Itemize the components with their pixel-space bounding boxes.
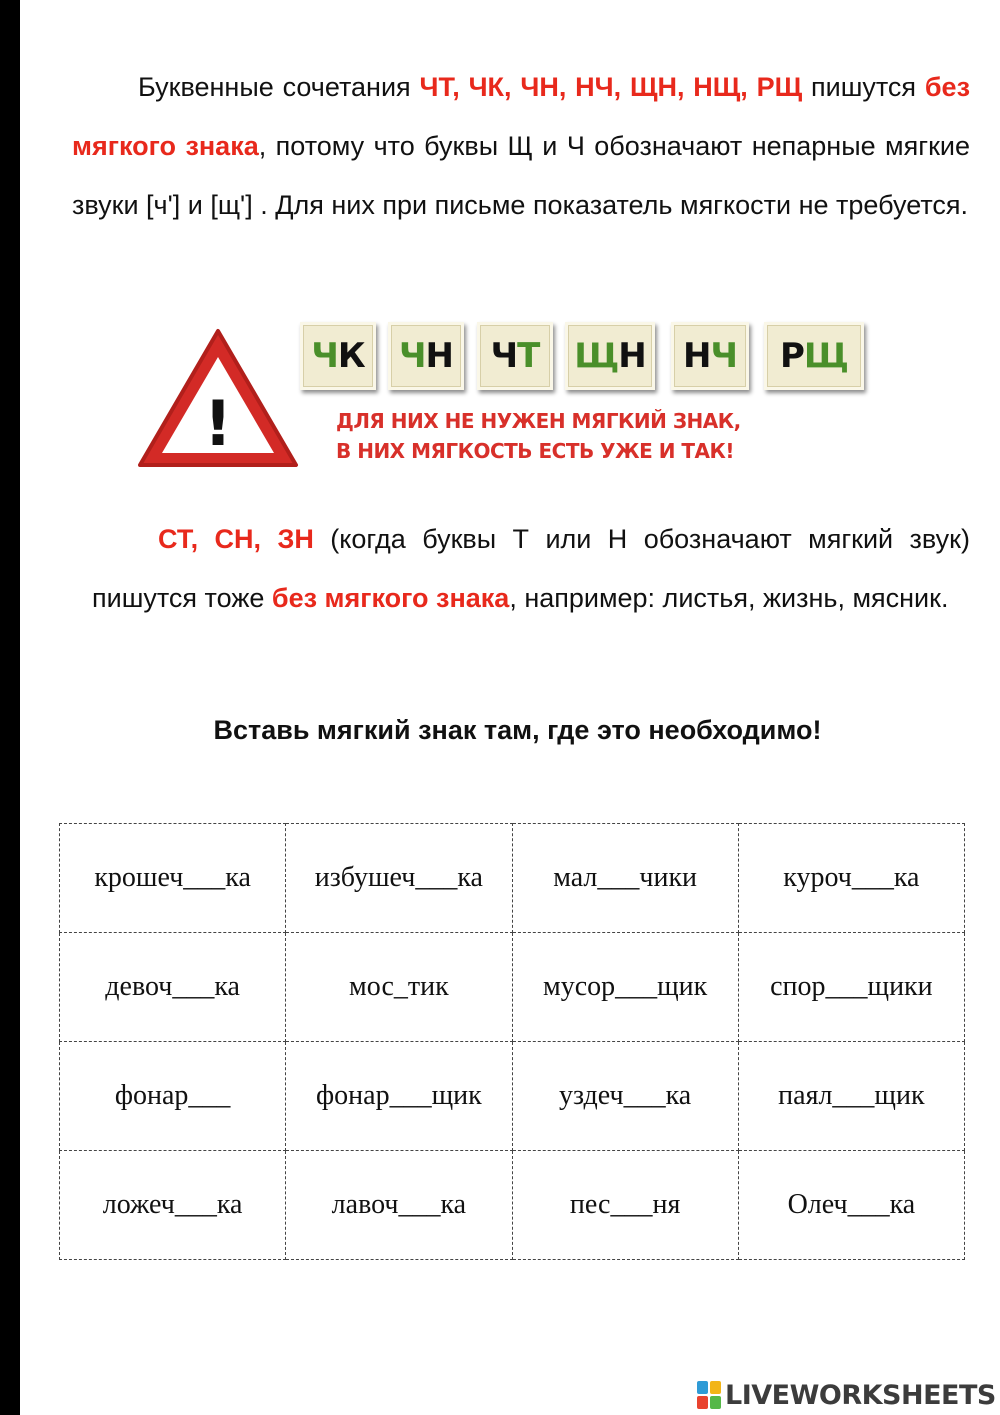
second-paragraph: СТ, СН, ЗН (когда буквы Т или Н обозначают мягкий звук) пишутся тоже без мягкого знака, например: листья, жизнь, мясник. [92, 524, 970, 613]
word-cell[interactable]: фонар___ [60, 1042, 286, 1151]
rule-line-1: ДЛЯ НИХ НЕ НУЖЕН МЯГКИЙ ЗНАК, [336, 409, 741, 433]
word-cell[interactable]: пес___ня [512, 1151, 738, 1260]
table-row [60, 1151, 965, 1260]
brand-name: LIVEWORKSHEETS [725, 1379, 996, 1411]
liveworksheets-logo-icon [697, 1381, 721, 1409]
tile-chk: Ч К [300, 322, 376, 390]
word-cell[interactable]: мос_тик [286, 933, 512, 1042]
word-cell[interactable]: уздеч___ка [512, 1042, 738, 1151]
tile-rshch: Р Щ [764, 322, 864, 390]
no-soft-sign-highlight-2: без мягкого знака [271, 583, 510, 613]
table-row [60, 1042, 965, 1151]
tile-chn: Ч Н [388, 322, 464, 390]
word-cell[interactable]: мал___чики [512, 824, 738, 933]
no-soft-sign-highlight: без мягкого знака [72, 72, 970, 161]
task-instruction: Вставь мягкий знак там, где это необходимо! [213, 715, 822, 745]
tile-cht: Ч Т [477, 322, 553, 390]
rule-rhyme [336, 406, 816, 466]
word-cell[interactable]: лавоч___ка [286, 1151, 512, 1260]
word-table [59, 823, 965, 1260]
rule-line-2: В НИХ МЯГКОСТЬ ЕСТЬ УЖЕ И ТАК! [336, 439, 734, 463]
word-cell[interactable]: избушеч___ка [286, 824, 512, 933]
combos-highlight: ЧТ, ЧК, ЧН, НЧ, ЩН, НЩ, РЩ [419, 72, 803, 102]
word-cell[interactable]: куроч___ка [738, 824, 964, 933]
intro-paragraph: Буквенные сочетания ЧТ, ЧК, ЧН, НЧ, ЩН, НЩ, РЩ пишутся без мягкого знака, потому что буквы Щ и Ч обозначают непарные мягкие звуки [ч'] и [щ'] . Для них при письме показатель мягкости не требуется. [72, 72, 970, 220]
word-cell[interactable]: спор___щики [738, 933, 964, 1042]
tile-shchn: Щ Н [565, 322, 655, 390]
warning-mark: ! [203, 387, 233, 460]
table-row [60, 824, 965, 933]
word-cell[interactable]: Олеч___ка [738, 1151, 964, 1260]
letter-tiles [296, 322, 866, 390]
liveworksheets-logo[interactable] [697, 1378, 996, 1412]
word-cell[interactable]: девоч___ка [60, 933, 286, 1042]
word-cell[interactable]: ложеч___ка [60, 1151, 286, 1260]
word-cell[interactable]: мусор___щик [512, 933, 738, 1042]
table-row [60, 933, 965, 1042]
word-cell[interactable]: крошеч___ка [60, 824, 286, 933]
word-cell[interactable]: фонар___щик [286, 1042, 512, 1151]
left-edge-bar [0, 0, 20, 1415]
st-sn-zn-highlight: СТ, СН, ЗН [158, 524, 314, 554]
word-cell[interactable]: паял___щик [738, 1042, 964, 1151]
warning-triangle-icon [135, 325, 301, 475]
tile-nch: Н Ч [671, 322, 749, 390]
